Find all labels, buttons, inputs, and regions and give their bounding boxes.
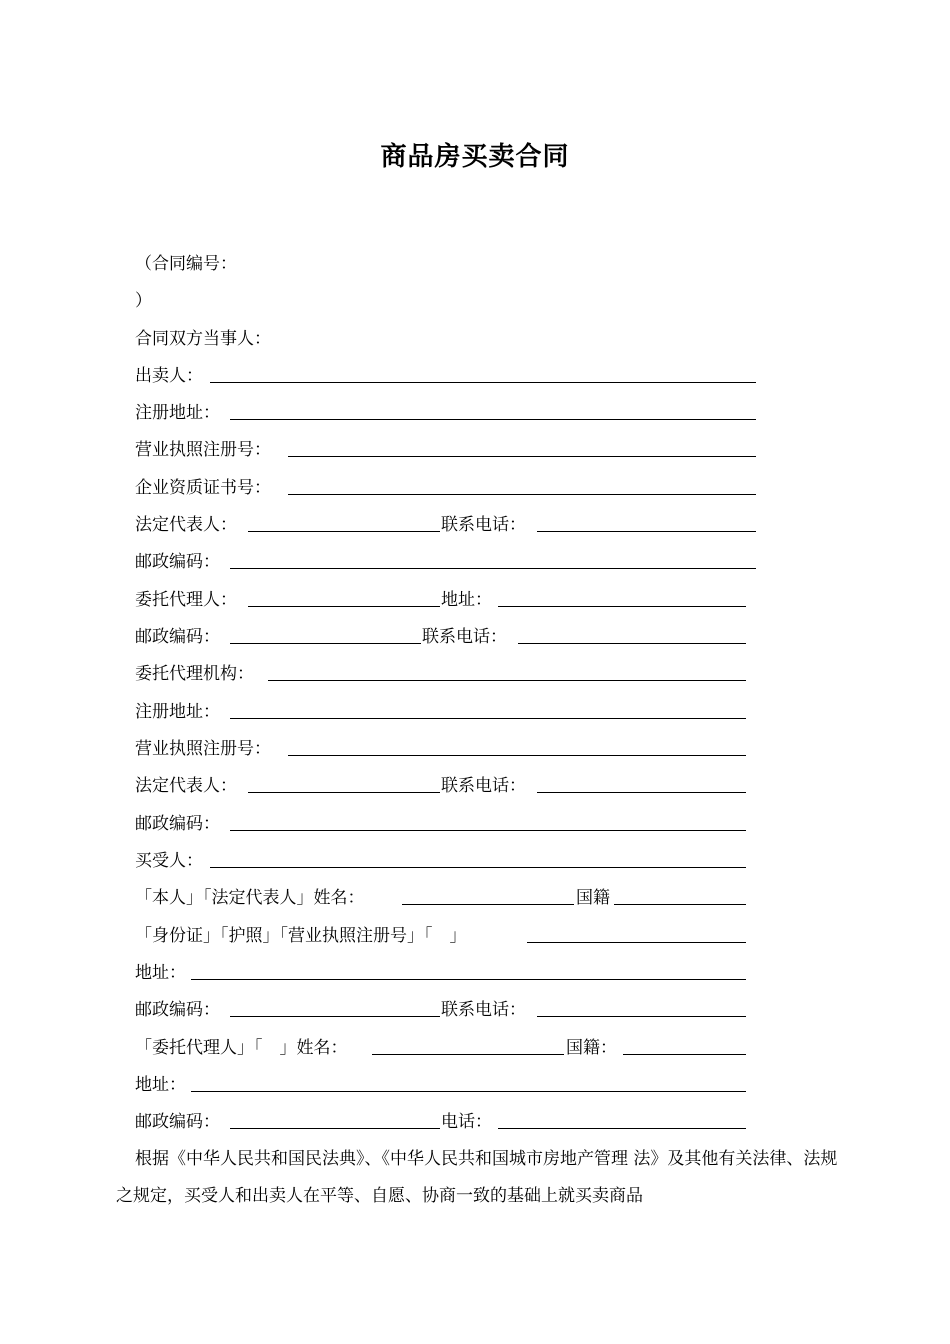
- address-field[interactable]: [191, 979, 746, 980]
- license-number-label: 营业执照注册号：: [135, 739, 271, 759]
- phone-field[interactable]: [498, 1128, 746, 1129]
- reg-address-label: 注册地址：: [135, 702, 220, 722]
- name-label: 「本人」「法定代表人」姓名：: [135, 888, 365, 908]
- qualification-number-field[interactable]: [288, 494, 756, 495]
- nationality-label: 国籍：: [566, 1038, 617, 1058]
- address-label: 地址：: [135, 963, 186, 983]
- agent-name-label: 「委托代理人」「 」姓名：: [135, 1038, 348, 1058]
- agent-label: 委托代理人：: [135, 590, 237, 610]
- id-type-label: 「身份证」「护照」「营业执照注册号」「 」: [135, 926, 467, 946]
- qualification-number-label: 企业资质证书号：: [135, 478, 271, 498]
- legal-rep-field[interactable]: [248, 792, 440, 793]
- nationality-field[interactable]: [614, 904, 746, 905]
- postcode-field[interactable]: [230, 643, 421, 644]
- phone-label: 联系电话：: [422, 627, 507, 647]
- address-label: 地址：: [135, 1075, 186, 1095]
- phone-field[interactable]: [537, 792, 746, 793]
- postcode-field[interactable]: [230, 1128, 440, 1129]
- agent-field[interactable]: [248, 606, 440, 607]
- reg-address-field[interactable]: [230, 419, 756, 420]
- buyer-field[interactable]: [210, 867, 746, 868]
- preamble-paragraph: [116, 1141, 838, 1215]
- postcode-field[interactable]: [230, 1016, 440, 1017]
- name-field[interactable]: [402, 904, 574, 905]
- license-number-field[interactable]: [288, 755, 746, 756]
- legal-rep-field[interactable]: [248, 531, 440, 532]
- address-field[interactable]: [498, 606, 746, 607]
- preamble-text: 根据《中华人民共和国民法典》、《中华人民共和国城市房地产管理 法》及其他有关法律、法规之规定，买受人和出卖人在平等、自愿、协商一致的基础上就买卖商品: [116, 1149, 838, 1206]
- address-label: 地址：: [441, 590, 492, 610]
- phone-field[interactable]: [537, 1016, 746, 1017]
- nationality-label: 国籍: [576, 888, 610, 908]
- buyer-label: 买受人：: [135, 851, 203, 871]
- legal-rep-label: 法定代表人：: [135, 515, 237, 535]
- phone-field[interactable]: [518, 643, 746, 644]
- postcode-label: 邮政编码：: [135, 814, 220, 834]
- postcode-label: 邮政编码：: [135, 627, 220, 647]
- id-number-field[interactable]: [527, 942, 746, 943]
- seller-label: 出卖人：: [135, 366, 203, 386]
- agency-field[interactable]: [268, 680, 746, 681]
- license-number-label: 营业执照注册号：: [135, 440, 271, 460]
- phone-field[interactable]: [537, 531, 756, 532]
- postcode-label: 邮政编码：: [135, 1000, 220, 1020]
- postcode-label: 邮政编码：: [135, 1112, 220, 1132]
- postcode-field[interactable]: [230, 830, 746, 831]
- contract-number-close: ）: [135, 291, 152, 311]
- reg-address-field[interactable]: [230, 718, 746, 719]
- phone-label: 电话：: [441, 1112, 492, 1132]
- document-title: 商品房买卖合同: [380, 142, 570, 172]
- phone-label: 联系电话：: [441, 776, 526, 796]
- agency-label: 委托代理机构：: [135, 664, 254, 684]
- legal-rep-label: 法定代表人：: [135, 776, 237, 796]
- license-number-field[interactable]: [288, 456, 756, 457]
- reg-address-label: 注册地址：: [135, 403, 220, 423]
- postcode-label: 邮政编码：: [135, 552, 220, 572]
- phone-label: 联系电话：: [441, 515, 526, 535]
- seller-field[interactable]: [210, 382, 756, 383]
- agent-name-field[interactable]: [372, 1054, 564, 1055]
- phone-label: 联系电话：: [441, 1000, 526, 1020]
- nationality-field[interactable]: [623, 1054, 746, 1055]
- contract-number-label: （合同编号：: [135, 254, 237, 274]
- postcode-field[interactable]: [230, 568, 756, 569]
- parties-heading: 合同双方当事人：: [135, 329, 271, 349]
- address-field[interactable]: [191, 1091, 746, 1092]
